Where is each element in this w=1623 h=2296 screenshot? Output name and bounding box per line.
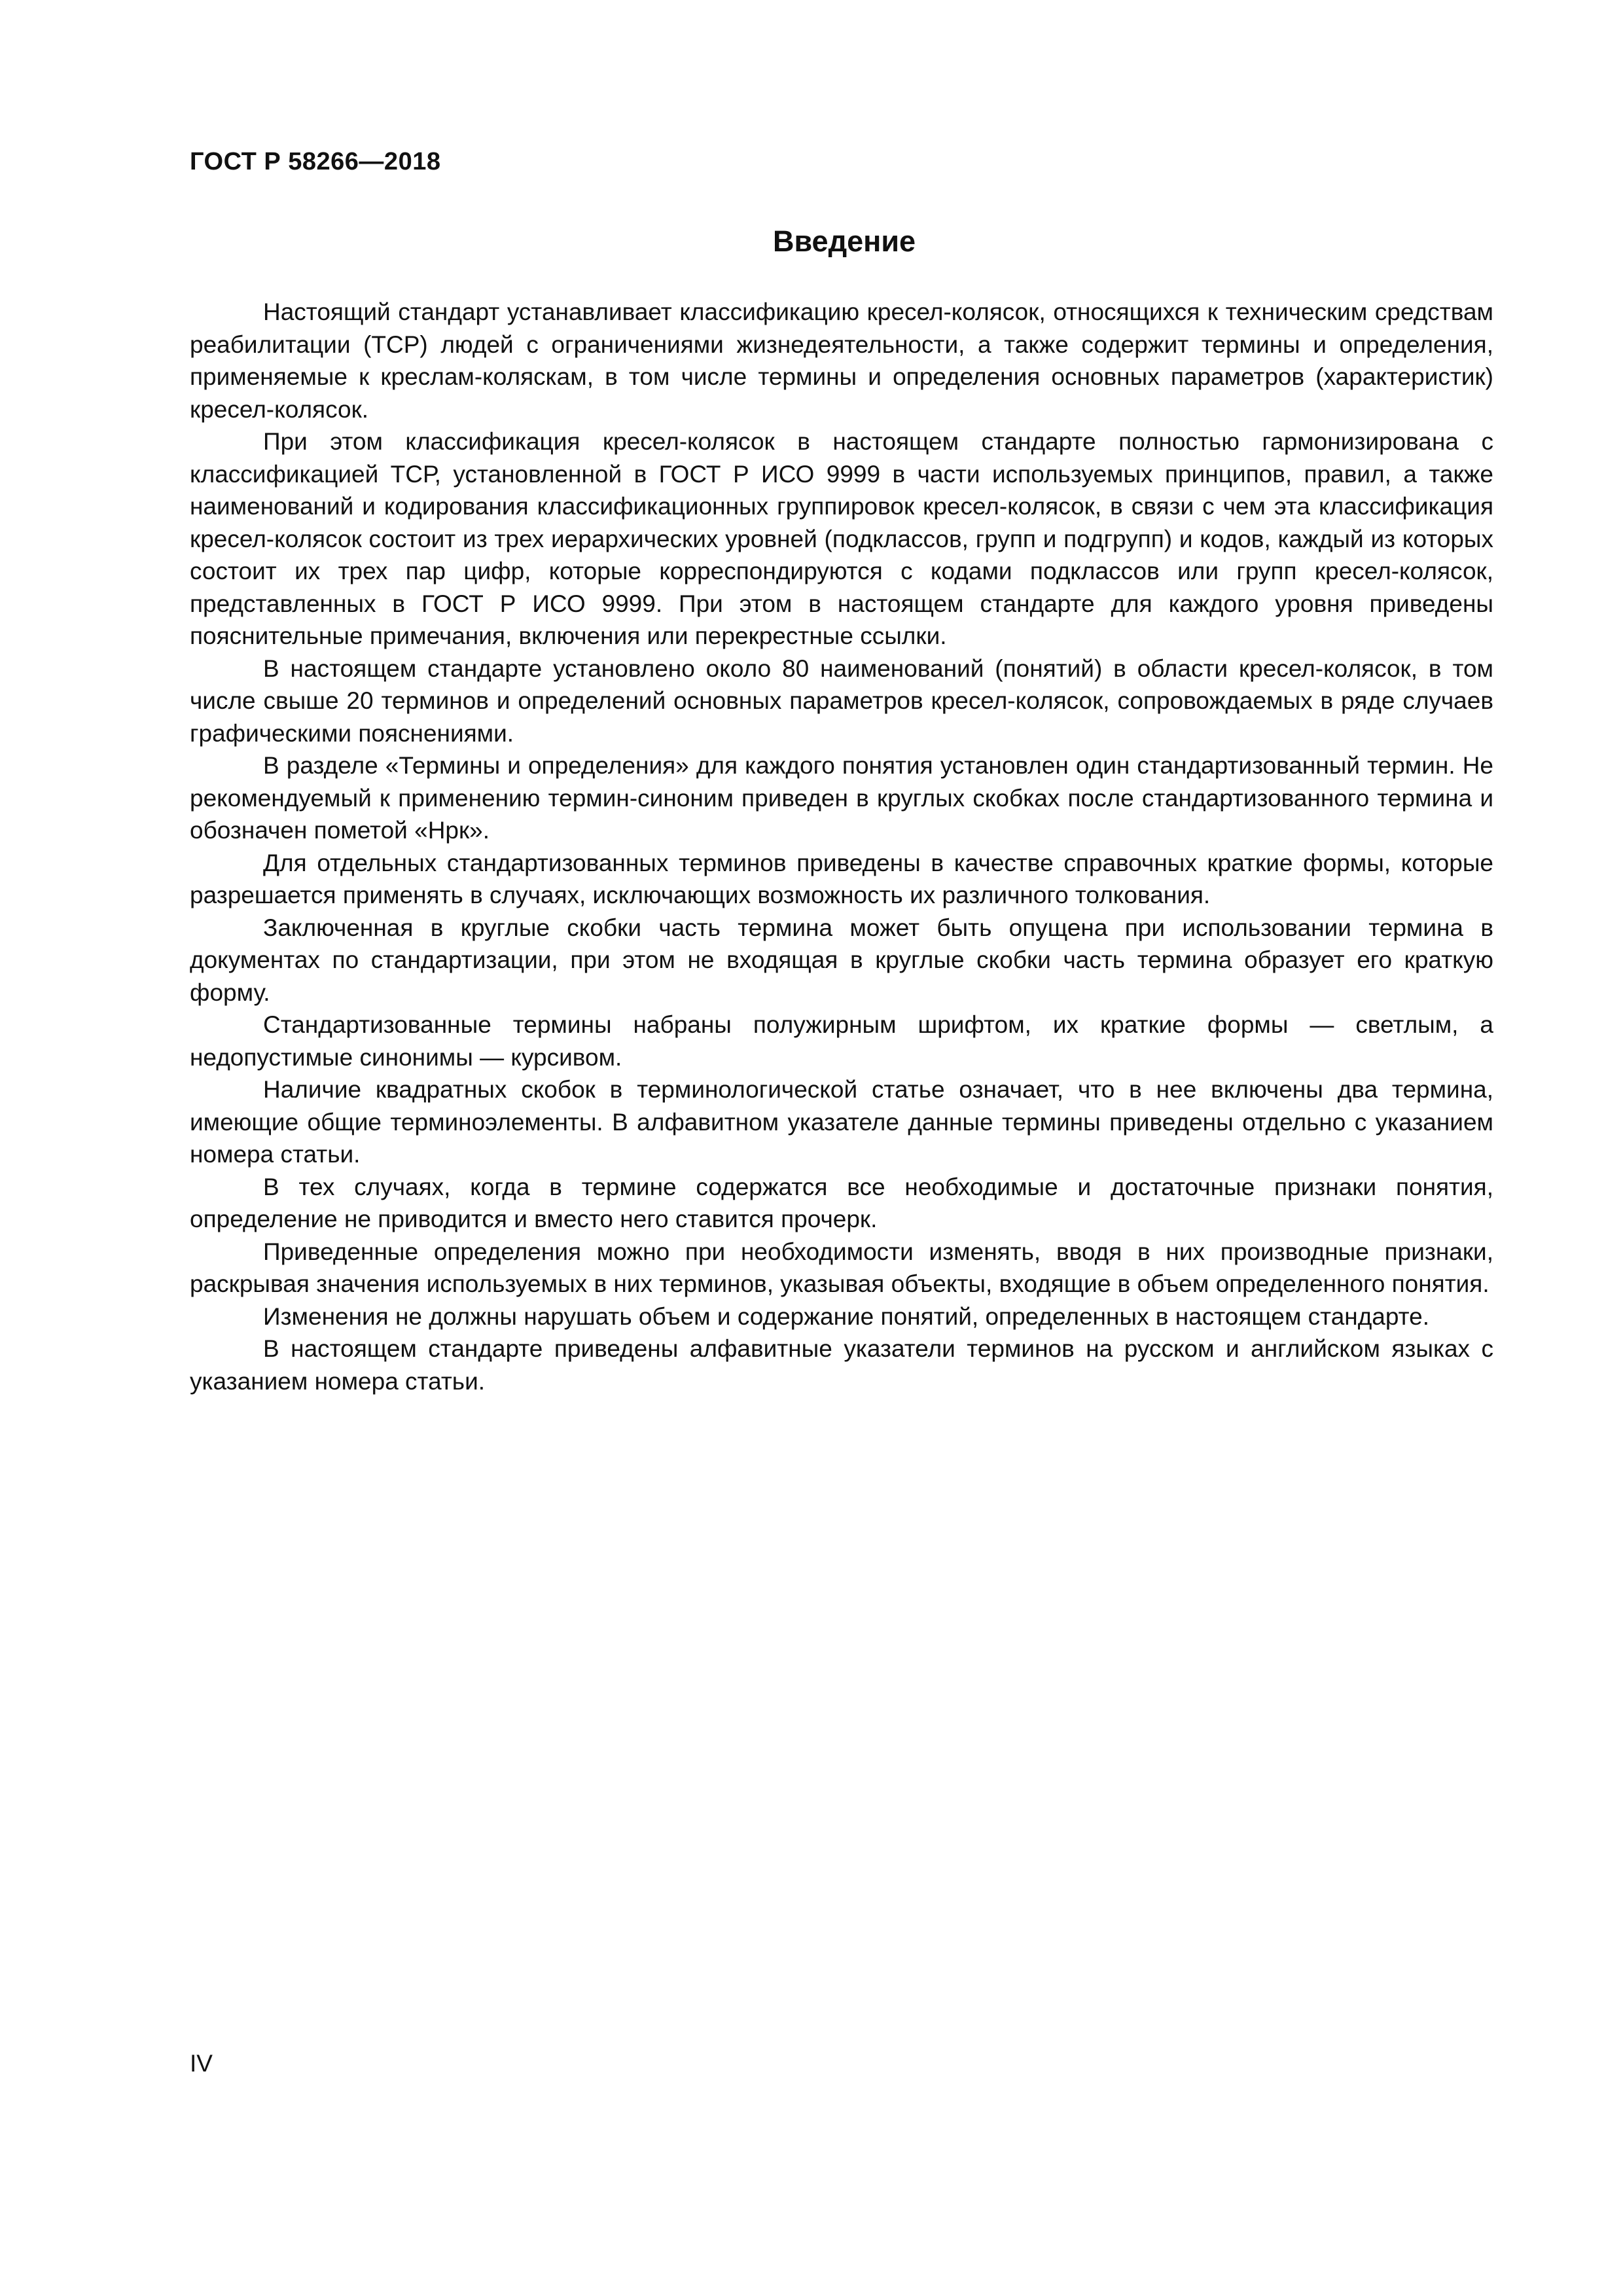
paragraph: Для отдельных стандартизованных терминов приведены в качестве справочных краткие формы, которые разрешается применять в случаях, исключающих возможность их различного толкования. xyxy=(190,849,1493,908)
paragraph: Наличие квадратных скобок в терминологической статье означает, что в нее включены два термина, имеющие общие терминоэлементы. В алфавитном указателе данные термины приведены отдельно с указанием номера статьи. xyxy=(190,1076,1493,1168)
introduction-body xyxy=(190,296,1493,1397)
paragraph: Приведенные определения можно при необходимости изменять, вводя в них производные признаки, раскрывая значения используемых в них терминов, указывая объекты, входящие в объем определенного понятия. xyxy=(190,1238,1493,1297)
paragraph: Стандартизованные термины набраны полужирным шрифтом, их краткие формы — светлым, а недопустимые синонимы — курсивом. xyxy=(190,1011,1493,1071)
paragraph: Заключенная в круглые скобки часть термина может быть опущена при использовании термина в документах по стандартизации, при этом не входящая в круглые скобки часть термина образует его краткую форму. xyxy=(190,914,1493,1006)
paragraph: В настоящем стандарте установлено около 80 наименований (понятий) в области кресел-колясок, в том числе свыше 20 терминов и определений основных параметров кресел-колясок, сопровождаемых в ряде случаев графическими пояснениями. xyxy=(190,655,1493,747)
paragraph: Изменения не должны нарушать объем и содержание понятий, определенных в настоящем стандарте. xyxy=(263,1302,1430,1330)
paragraph: При этом классификация кресел-колясок в настоящем стандарте полностью гармонизирована с классификацией ТСР, установленной в ГОСТ Р ИСО 9999 в части используемых принципов, правил, а также наименований и кодирования классификационных группировок кресел-колясок, в связи с чем эта классификация кресел-колясок состоит из трех иерархических уровней (подклассов, групп и подгрупп) и кодов, каждый из которых состоит их трех пар цифр, которые корреспондируются с кодами подклассов или групп кресел-колясок, представленных в ГОСТ Р ИСО 9999. При этом в настоящем стандарте для каждого уровня приведены пояснительные примечания, включения или перекрестные ссылки. xyxy=(190,428,1493,649)
document-code-header: ГОСТ Р 58266—2018 xyxy=(190,148,441,175)
paragraph: В разделе «Термины и определения» для каждого понятия установлен один стандартизованный термин. Не рекомендуемый к применению термин-синоним приведен в круглых скобках после стандартизованного термина и обозначен пометой «Нрк». xyxy=(190,752,1493,844)
paragraph: Настоящий стандарт устанавливает классификацию кресел-колясок, относящихся к техническим средствам реабилитации (ТСР) людей с ограничениями жизнедеятельности, а также содержит термины и определения, применяемые к креслам-коляскам, в том числе термины и определения основных параметров (характеристик) кресел-колясок. xyxy=(190,298,1493,423)
page-number: IV xyxy=(190,2050,213,2077)
section-title: Введение xyxy=(772,224,916,258)
paragraph: В настоящем стандарте приведены алфавитные указатели терминов на русском и английском языках с указанием номера статьи. xyxy=(190,1335,1493,1395)
paragraph: В тех случаях, когда в термине содержатся все необходимые и достаточные признаки понятия, определение не приводится и вместо него ставится прочерк. xyxy=(190,1173,1493,1232)
